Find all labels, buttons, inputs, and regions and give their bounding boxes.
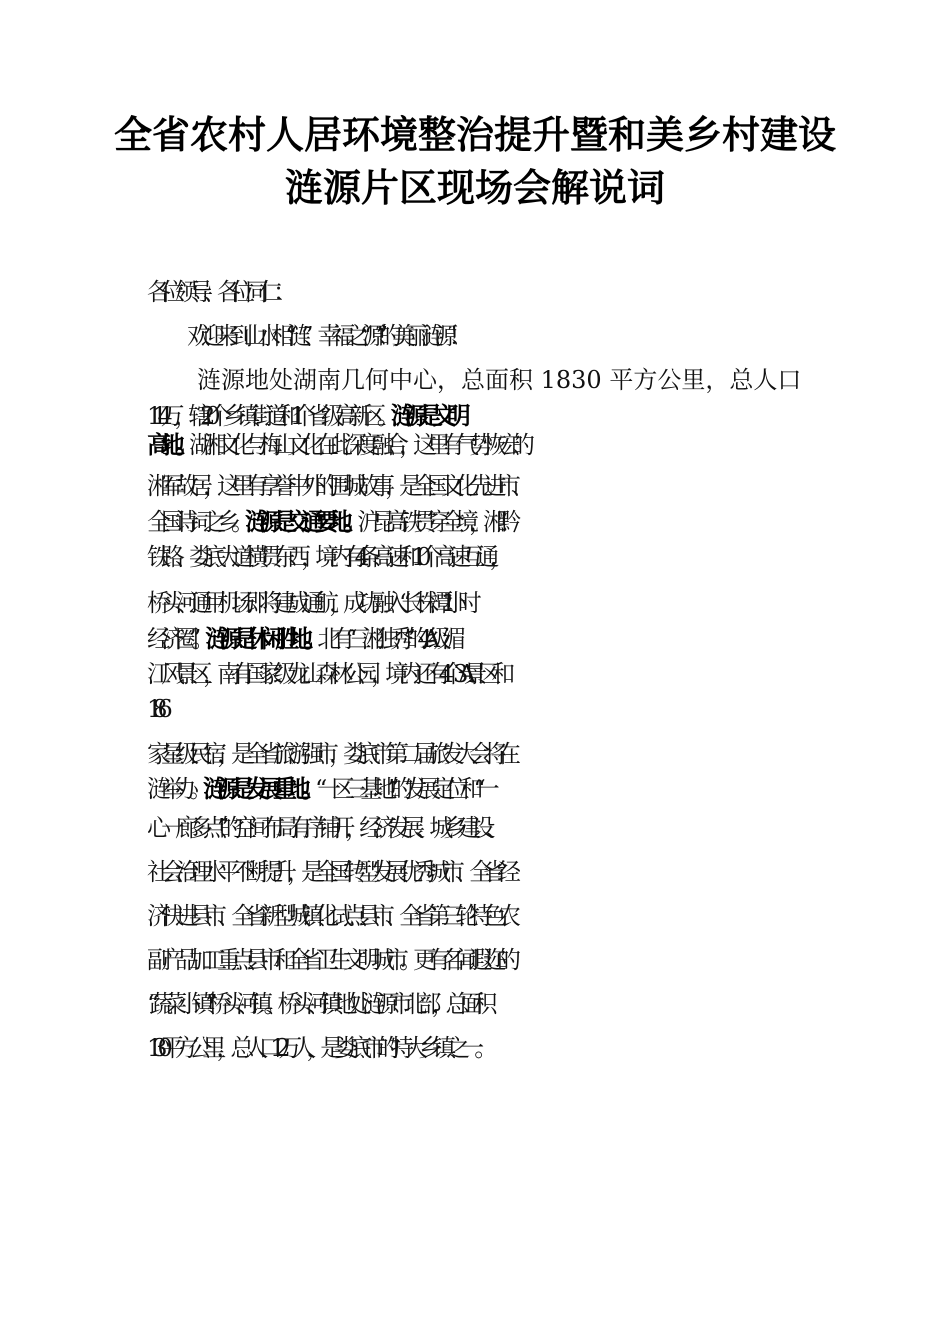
body-line: 社会治理水平不断提升，是全国转型发展优秀城市、全省经 bbox=[147, 858, 511, 886]
body-line: 186 bbox=[147, 695, 163, 723]
body-text: 湖湘文化与梅山文化在此深度融合，这里有气势恢宏的 bbox=[189, 431, 525, 459]
document-title-line-2: 涟源片区现场会解说词 bbox=[284, 165, 665, 210]
body-line bbox=[147, 772, 827, 806]
body-text: 北有“三湘独秀”的 4A 级湄 bbox=[317, 625, 456, 653]
document-title-line-1: 全省农村人居环境整治提升暨和美乡村建设 bbox=[113, 112, 836, 157]
highlight-phrase: 高地。 bbox=[147, 431, 189, 459]
highlight-phrase: 涟源是休闲胜地。 bbox=[205, 625, 318, 653]
highlight-phrase: 涟源是文明 bbox=[390, 402, 461, 430]
body-line: 桥头河通用机场即将建成通航，成功融入“长株潭 1 小时 bbox=[147, 589, 472, 617]
body-line: “蔬菜小镇”桥头河镇。桥头河镇地处涟源市北部，总面积 bbox=[147, 990, 488, 1018]
body-text: 沪昆高铁贯穿全境，湘黔 bbox=[357, 508, 511, 536]
body-line: 湘军故居，这里有享誉中外的围城故事，是全国文化先进市、 bbox=[147, 472, 525, 500]
body-line: 副产品加工重点县市和全省卫生文明城市。更有名闻遐迩的 bbox=[147, 946, 511, 974]
salutation: 各位领导、各位同仁： bbox=[147, 278, 287, 306]
body-line: 铁路、娄底大道横贯东西，境内有 4 条高速和 10 个高速互通， bbox=[147, 543, 504, 571]
body-line bbox=[147, 505, 827, 539]
body-text: “一区三基地”的发展定位和“一 bbox=[315, 775, 490, 803]
body-text: 114 万，辖 20 个乡镇街道和 1 个省级高新区。 bbox=[147, 402, 391, 430]
welcome-line: 欢迎来到山水相“涟”、幸福之“源”的美丽涟源！ bbox=[187, 322, 463, 350]
body-line: 130 平方公里，总人口 12 万人，是娄底市的特大乡镇之一。 bbox=[147, 1034, 489, 1062]
body-text: 经济圈”。 bbox=[147, 625, 206, 653]
body-line: 济快进县市、全省新型城镇化试点县市、全省第三轮特色农 bbox=[147, 902, 511, 930]
body-line: 家星级民宿，是全省旅游强市，娄底市第二届旅发大会将在 bbox=[147, 740, 511, 768]
highlight-phrase: 涟源是交通要地。 bbox=[245, 508, 357, 536]
body-text: 全国诗词之乡。 bbox=[147, 508, 245, 536]
body-line: 心一廊多点”的空间布局有序铺开，经济发展、城乡建设、 bbox=[147, 814, 500, 842]
body-line bbox=[147, 622, 827, 656]
body-line: 江风景区，南有国家级龙山森林公园，境内还有 4 个 3A 景区和 bbox=[147, 660, 506, 688]
body-text: 涟举办。 bbox=[147, 775, 203, 803]
body-line: 涟源地处湖南几何中心，总面积 1830 平方公里，总人口 bbox=[197, 366, 802, 394]
highlight-phrase: 涟源是发展重地。 bbox=[203, 775, 315, 803]
body-line bbox=[147, 428, 827, 462]
